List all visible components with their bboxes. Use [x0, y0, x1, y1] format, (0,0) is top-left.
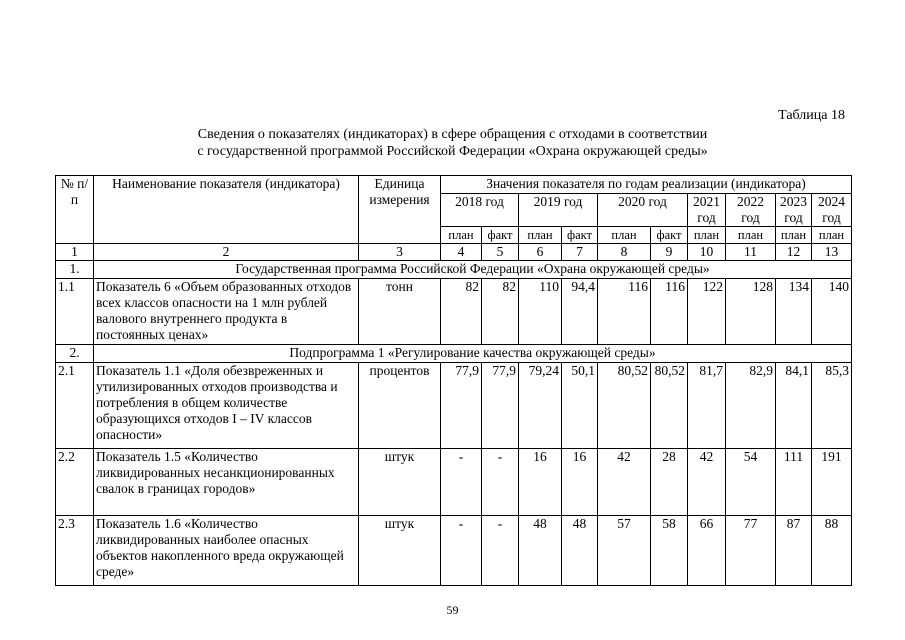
- row-name: Показатель 1.6 «Количество ликвидированных наиболее опасных объектов накопленного вреда окружающей среде»: [94, 516, 359, 586]
- row-name: Показатель 6 «Объем образованных отходов всех классов опасности на 1 млн рублей валового внутреннего продукта в постоянных ценах»: [94, 279, 359, 345]
- title-line-1: Сведения о показателях (индикаторах) в сфере обращения с отходами в соответствии: [197, 127, 708, 142]
- row-value: -: [441, 516, 482, 586]
- header-plan: план: [688, 227, 726, 244]
- section-num: 1.: [56, 261, 94, 279]
- row-value: 81,7: [688, 363, 726, 449]
- row-name: Показатель 1.1 «Доля обезвреженных и утилизированных отходов производства и потребления в общем количестве образующихся отходов I – IV классов опасности»: [94, 363, 359, 449]
- row-value: 122: [688, 279, 726, 345]
- col-number: 4: [441, 244, 482, 261]
- header-year-2019: 2019 год: [519, 194, 598, 227]
- row-value: 54: [726, 449, 776, 516]
- row-value: 140: [812, 279, 852, 345]
- row-value: 77,9: [441, 363, 482, 449]
- row-value: 116: [651, 279, 688, 345]
- row-value: 80,52: [598, 363, 651, 449]
- header-name: Наименование показателя (индикатора): [94, 176, 359, 244]
- section-row: [56, 345, 852, 363]
- row-value: 28: [651, 449, 688, 516]
- row-value: 42: [688, 449, 726, 516]
- header-year-2023: 2023 год: [776, 194, 812, 227]
- table-label: Таблица 18: [778, 108, 845, 123]
- row-unit: штук: [359, 516, 441, 586]
- row-value: 48: [562, 516, 598, 586]
- indicators-table: [55, 175, 852, 586]
- row-value: 128: [726, 279, 776, 345]
- row-value: 82: [482, 279, 519, 345]
- col-number: 3: [359, 244, 441, 261]
- header-plan: план: [726, 227, 776, 244]
- section-row: [56, 261, 852, 279]
- row-value: 88: [812, 516, 852, 586]
- row-value: 66: [688, 516, 726, 586]
- row-value: 85,3: [812, 363, 852, 449]
- header-fact: факт: [562, 227, 598, 244]
- header-unit: Единица измерения: [359, 176, 441, 244]
- row-value: 57: [598, 516, 651, 586]
- section-title: Подпрограмма 1 «Регулирование качества окружающей среды»: [94, 345, 852, 363]
- row-value: 87: [776, 516, 812, 586]
- row-num: 1.1: [56, 279, 94, 345]
- row-value: 77: [726, 516, 776, 586]
- row-value: 84,1: [776, 363, 812, 449]
- col-number: 7: [562, 244, 598, 261]
- table-row: [56, 516, 852, 586]
- col-number: 13: [812, 244, 852, 261]
- row-value: 110: [519, 279, 562, 345]
- row-value: 80,52: [651, 363, 688, 449]
- row-value: -: [482, 516, 519, 586]
- header-plan: план: [812, 227, 852, 244]
- col-number: 8: [598, 244, 651, 261]
- header-year-2022: 2022 год: [726, 194, 776, 227]
- section-title: Государственная программа Российской Федерации «Охрана окружающей среды»: [94, 261, 852, 279]
- header-plan: план: [776, 227, 812, 244]
- row-value: 116: [598, 279, 651, 345]
- header-plan: план: [519, 227, 562, 244]
- col-number: 1: [56, 244, 94, 261]
- header-plan: план: [598, 227, 651, 244]
- table-row: [56, 363, 852, 449]
- header-year-2018: 2018 год: [441, 194, 519, 227]
- section-num: 2.: [56, 345, 94, 363]
- col-number: 10: [688, 244, 726, 261]
- header-year-2020: 2020 год: [598, 194, 688, 227]
- header-fact: факт: [651, 227, 688, 244]
- col-number: 11: [726, 244, 776, 261]
- row-value: 58: [651, 516, 688, 586]
- row-value: 191: [812, 449, 852, 516]
- header-fact: факт: [482, 227, 519, 244]
- header-plan: план: [441, 227, 482, 244]
- row-num: 2.2: [56, 449, 94, 516]
- page-number: 59: [446, 603, 459, 617]
- table-row: [56, 449, 852, 516]
- col-number: 5: [482, 244, 519, 261]
- row-value: 77,9: [482, 363, 519, 449]
- row-value: -: [441, 449, 482, 516]
- row-unit: штук: [359, 449, 441, 516]
- header-num: № п/п: [56, 176, 94, 244]
- col-number: 6: [519, 244, 562, 261]
- row-value: 94,4: [562, 279, 598, 345]
- header-values: Значения показателя по годам реализации (индикатора): [441, 176, 852, 194]
- row-value: -: [482, 449, 519, 516]
- row-value: 42: [598, 449, 651, 516]
- row-value: 82: [441, 279, 482, 345]
- row-name: Показатель 1.5 «Количество ликвидированных несанкционированных свалок в границах городов»: [94, 449, 359, 516]
- header-year-2024: 2024 год: [812, 194, 852, 227]
- row-value: 50,1: [562, 363, 598, 449]
- row-num: 2.3: [56, 516, 94, 586]
- row-value: 111: [776, 449, 812, 516]
- row-unit: процентов: [359, 363, 441, 449]
- header-row-1: [56, 176, 852, 194]
- column-numbers-row: [56, 244, 852, 261]
- row-value: 16: [519, 449, 562, 516]
- col-number: 12: [776, 244, 812, 261]
- col-number: 9: [651, 244, 688, 261]
- row-value: 16: [562, 449, 598, 516]
- table-row: [56, 279, 852, 345]
- row-value: 79,24: [519, 363, 562, 449]
- row-value: 82,9: [726, 363, 776, 449]
- title-line-2: с государственной программой Российской Федерации «Охрана окружающей среды»: [197, 144, 708, 159]
- header-year-2021: 2021 год: [688, 194, 726, 227]
- row-unit: тонн: [359, 279, 441, 345]
- row-value: 134: [776, 279, 812, 345]
- row-num: 2.1: [56, 363, 94, 449]
- row-value: 48: [519, 516, 562, 586]
- document-title: [55, 126, 850, 160]
- col-number: 2: [94, 244, 359, 261]
